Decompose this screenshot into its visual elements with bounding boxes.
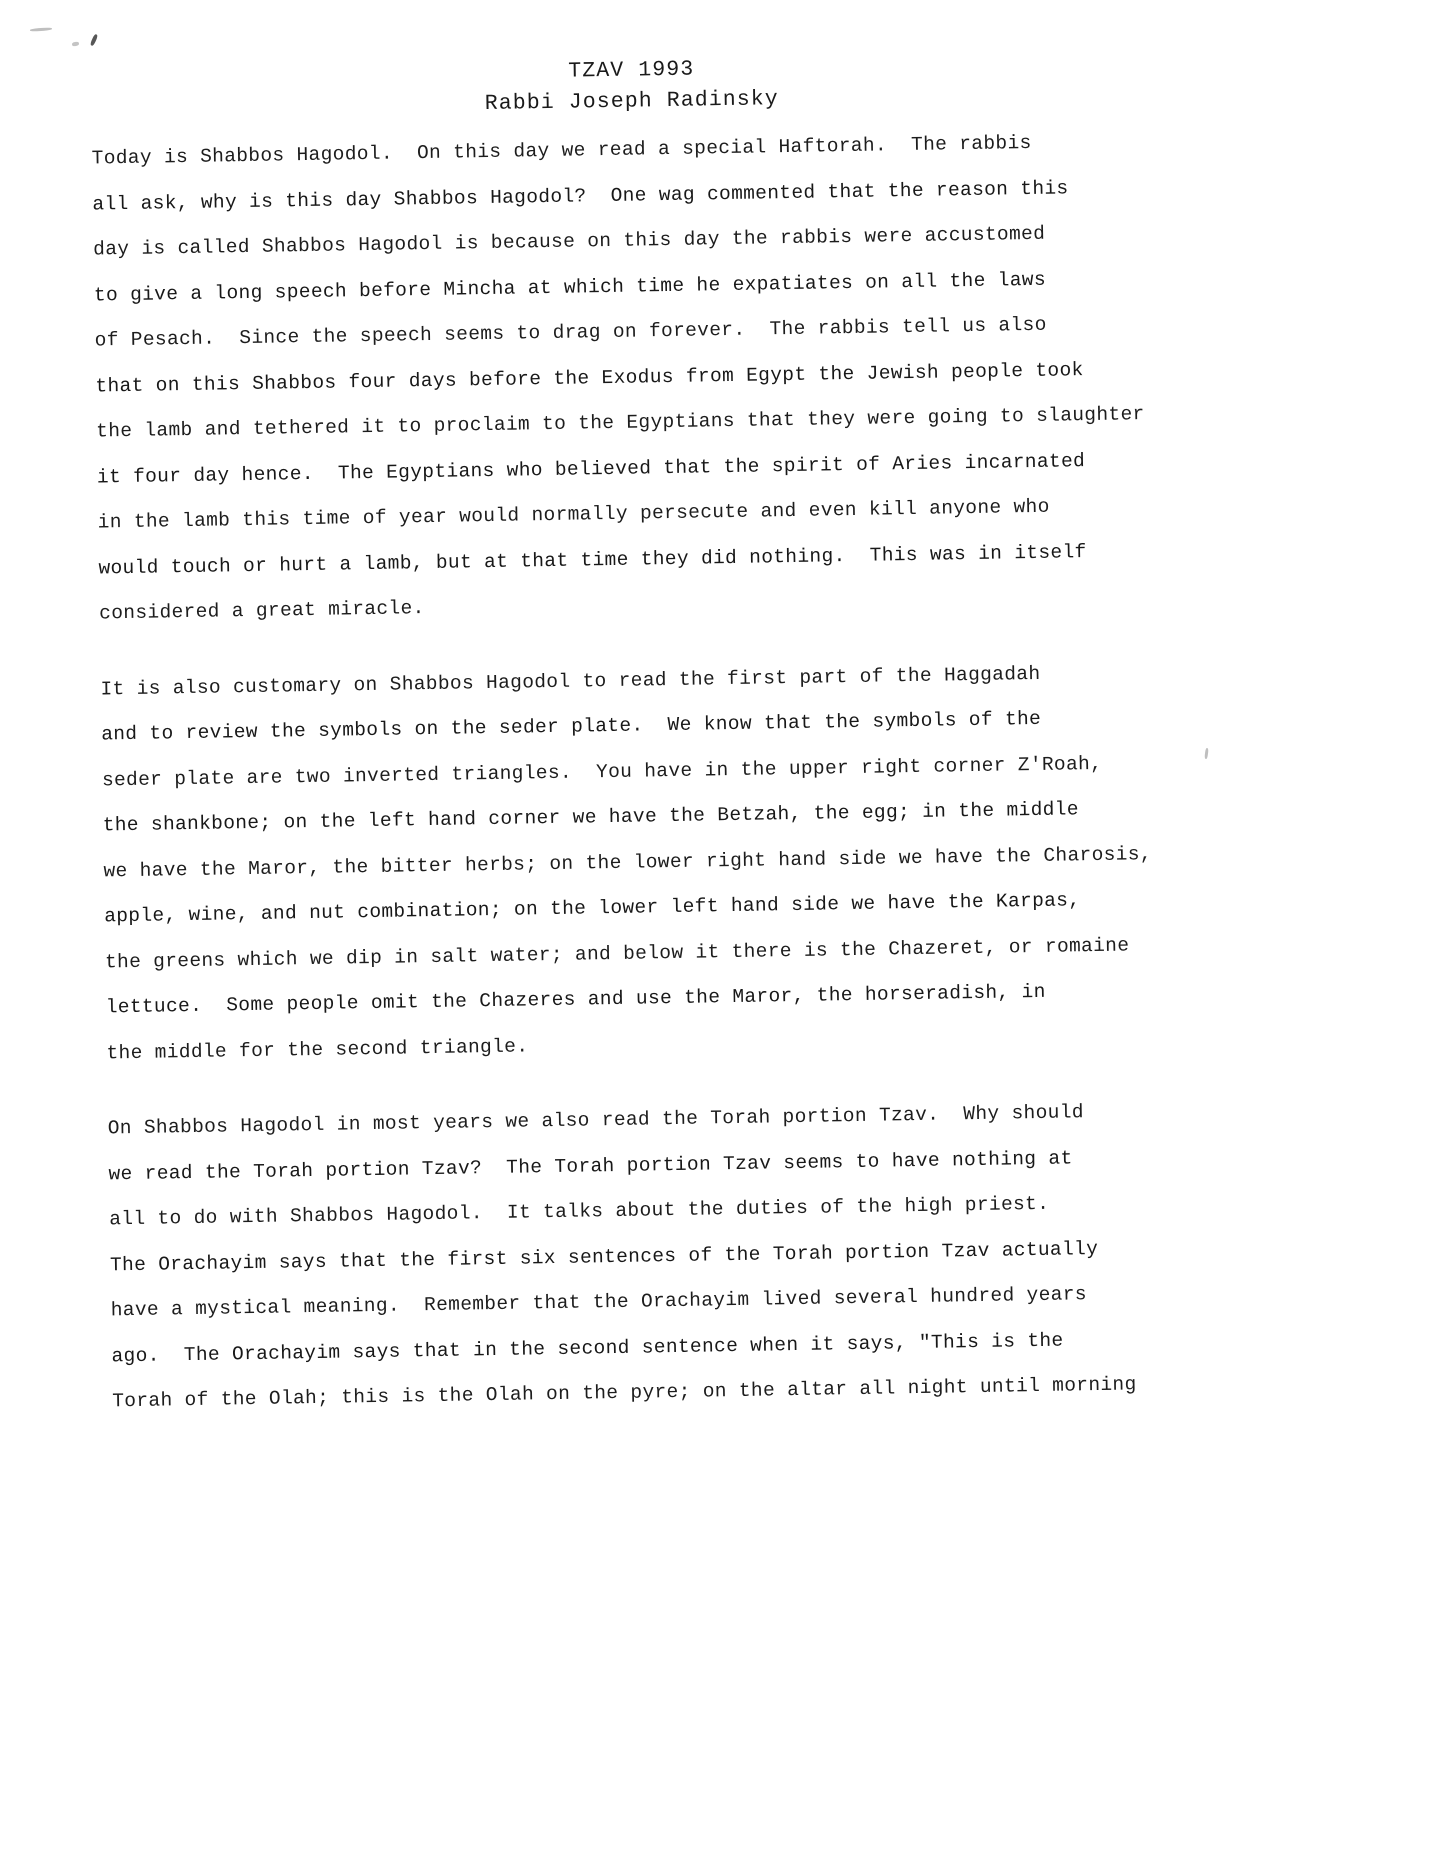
text-line: On Shabbos Hagodol in most years we also read the Torah portion Tzav. Why should <box>107 1101 1085 1140</box>
paragraph-1 <box>91 116 1319 637</box>
text-line: it four day hence. The Egyptians who believed that the spirit of Aries incarnated <box>96 449 1086 488</box>
text-line: that on this Shabbos four days before the Exodus from Egypt the Jewish people took <box>95 358 1084 397</box>
text-line: The Orachayim says that the first six sentences of the Torah portion Tzav actually <box>109 1237 1099 1276</box>
text-line: of Pesach. Since the speech seems to drag on forever. The rabbis tell us also <box>94 313 1047 352</box>
text-line: lettuce. Some people omit the Chazeres and use the Maror, the horseradish, in <box>105 980 1046 1019</box>
document-heading <box>0 45 1277 128</box>
text-line: we read the Torah portion Tzav? The Torah portion Tzav seems to have nothing at <box>108 1146 1073 1185</box>
text-line: day is called Shabbos Hagodol is because on this day the rabbis were accustomed <box>93 222 1046 261</box>
text-line: the greens which we dip in salt water; and below it there is the Chazeret, or romaine <box>104 933 1130 973</box>
text-line: we have the Maror, the bitter herbs; on the lower right hand side we have the Charosis, <box>103 842 1153 882</box>
text-line: to give a long speech before Mincha at which time he expatiates on all the laws <box>93 268 1047 307</box>
text-line: Today is Shabbos Hagodol. On this day we read a special Haftorah. The rabbis <box>91 131 1032 170</box>
text-line: apple, wine, and nut combination; on the lower left hand side we have the Karpas, <box>104 889 1081 928</box>
text-line: It is also customary on Shabbos Hagodol to read the first part of the Haggadah <box>100 662 1041 700</box>
page-title: TZAV 1993 <box>568 57 695 84</box>
text-line: Torah of the Olah; this is the Olah on the pyre; on the altar all night until morning <box>112 1373 1137 1413</box>
text-line: all ask, why is this day Shabbos Hagodol? One wag commented that the reason this <box>92 176 1069 216</box>
text-line: would touch or hurt a lamb, but at that time they did nothing. This was in itself <box>98 540 1087 579</box>
text-line: and to review the symbols on the seder plate. We know that the symbols of the <box>101 707 1042 746</box>
text-line: ago. The Orachayim says that in the second sentence when it says, "This is the <box>111 1329 1064 1367</box>
author-byline: Rabbi Joseph Radinsky <box>484 87 780 116</box>
document-body <box>91 116 1332 1425</box>
paragraph-3 <box>107 1086 1332 1425</box>
text-line: considered a great miracle. <box>99 597 425 625</box>
text-line: all to do with Shabbos Hagodol. It talks about the duties of the high priest. <box>109 1192 1050 1231</box>
paragraph-2 <box>100 647 1327 1077</box>
text-line: the shankbone; on the left hand corner we have the Betzah, the egg; in the middle <box>102 798 1080 837</box>
text-line: have a mystical meaning. Remember that the Orachayim lived several hundred years <box>110 1283 1088 1322</box>
text-line: the middle for the second triangle. <box>106 1034 529 1064</box>
text-line: in the lamb this time of year would normally persecute and even kill anyone who <box>97 495 1050 534</box>
text-line: seder plate are two inverted triangles. You have in the upper right corner Z'Roah, <box>101 752 1103 791</box>
text-line: the lamb and tethered it to proclaim to the Egyptians that they were going to slaughter <box>96 403 1145 443</box>
